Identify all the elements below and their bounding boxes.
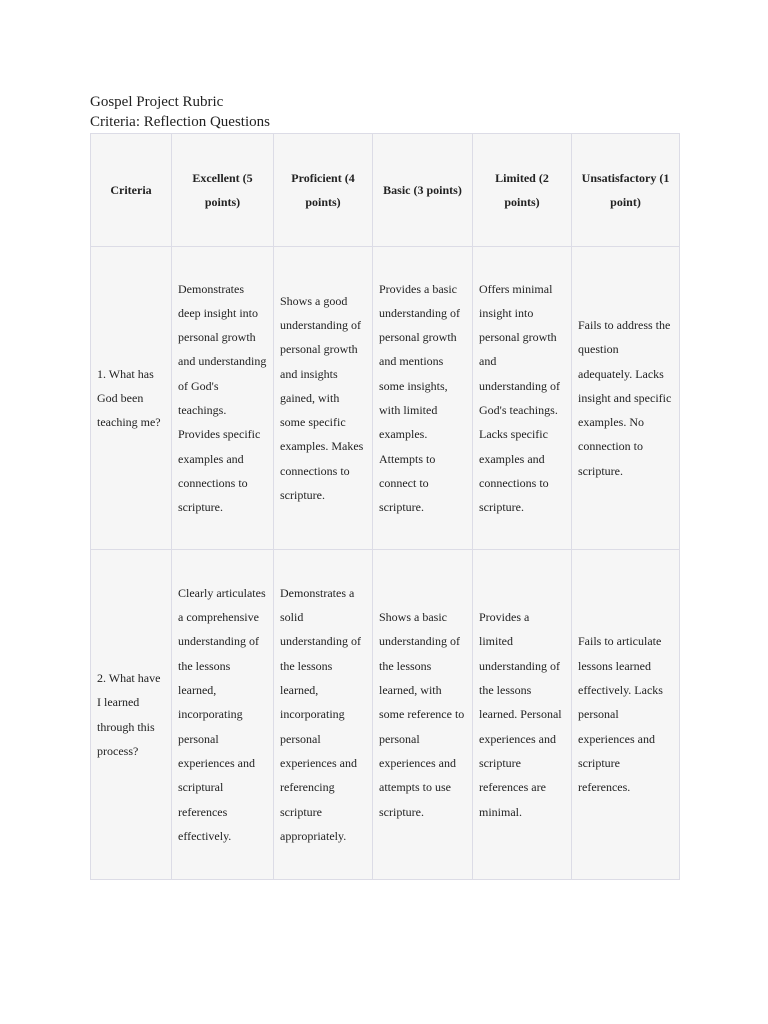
- basic-cell: Shows a basic understanding of the lessons learned, with some reference to personal experiences and attempts to use scripture.: [373, 550, 473, 880]
- proficient-cell: Shows a good understanding of personal growth and insights gained, with some specific examples. Makes connections to scripture.: [274, 247, 373, 550]
- document-subtitle: Criteria: Reflection Questions: [90, 114, 270, 130]
- criteria-cell: 2. What have I learned through this process?: [91, 550, 172, 880]
- header-criteria: Criteria: [91, 134, 172, 247]
- unsatisfactory-cell: Fails to articulate lessons learned effectively. Lacks personal experiences and scripture references.: [572, 550, 680, 880]
- proficient-cell: Demonstrates a solid understanding of the lessons learned, incorporating personal experiences and referencing scripture appropriately.: [274, 550, 373, 880]
- header-basic: Basic (3 points): [373, 134, 473, 247]
- table-row: [91, 247, 680, 550]
- document-heading: [90, 92, 270, 132]
- limited-cell: Offers minimal insight into personal growth and understanding of God's teachings. Lacks specific examples and connections to scripture.: [473, 247, 572, 550]
- rubric-table: [90, 133, 680, 880]
- table-header-row: [91, 134, 680, 247]
- basic-cell: Provides a basic understanding of personal growth and mentions some insights, with limited examples. Attempts to connect to scripture.: [373, 247, 473, 550]
- header-limited: Limited (2 points): [473, 134, 572, 247]
- table-row: [91, 550, 680, 880]
- limited-cell: Provides a limited understanding of the lessons learned. Personal experiences and scripture references are minimal.: [473, 550, 572, 880]
- excellent-cell: Clearly articulates a comprehensive understanding of the lessons learned, incorporating personal experiences and scriptural references effectively.: [172, 550, 274, 880]
- header-unsatisfactory: Unsatisfactory (1 point): [572, 134, 680, 247]
- unsatisfactory-cell: Fails to address the question adequately. Lacks insight and specific examples. No connection to scripture.: [572, 247, 680, 550]
- excellent-cell: Demonstrates deep insight into personal growth and understanding of God's teachings. Provides specific examples and connections to scripture.: [172, 247, 274, 550]
- header-excellent: Excellent (5 points): [172, 134, 274, 247]
- header-proficient: Proficient (4 points): [274, 134, 373, 247]
- document-title: Gospel Project Rubric: [90, 94, 224, 110]
- criteria-cell: 1. What has God been teaching me?: [91, 247, 172, 550]
